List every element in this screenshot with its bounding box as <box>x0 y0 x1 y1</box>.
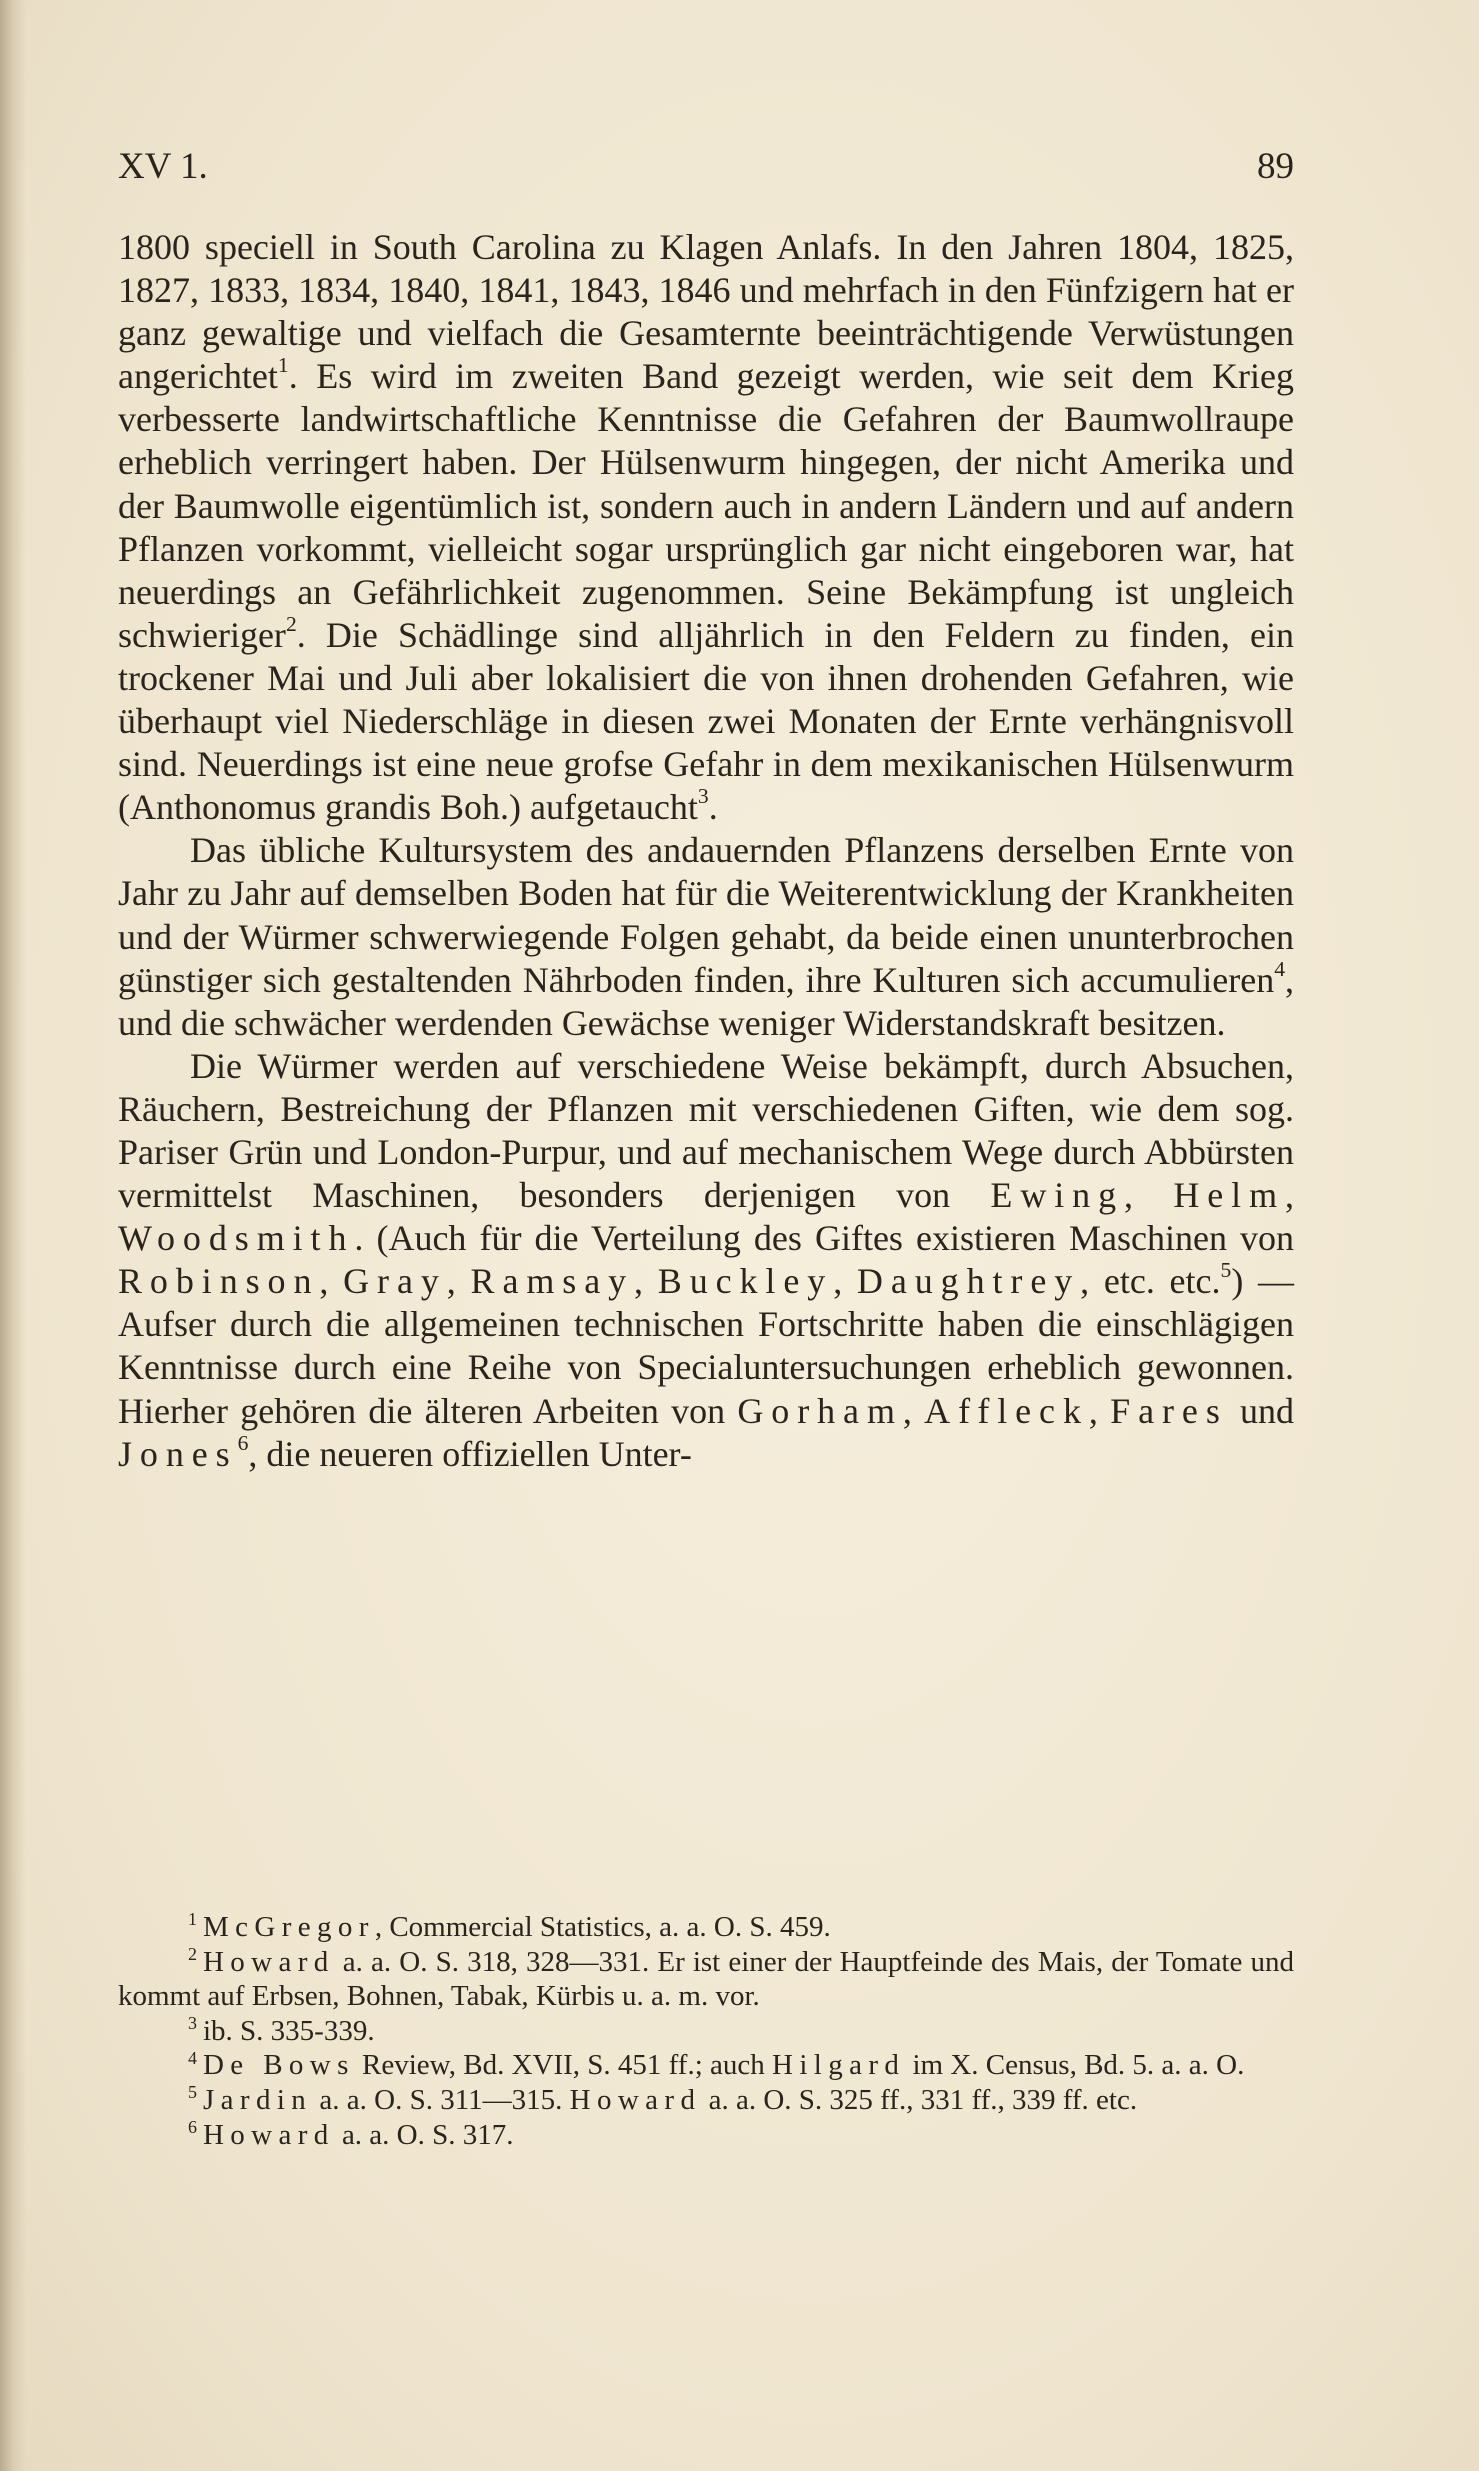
footnotes <box>118 1910 1294 2152</box>
text-run: a. a. O. S. 317. <box>334 2118 514 2151</box>
binding-shadow <box>0 0 26 2471</box>
text-run: , die neueren offiziellen Unter- <box>248 1433 692 1474</box>
text-run: , und die schwächer werdenden Gewächse weniger Widerstandskraft besitzen. <box>118 959 1294 1043</box>
text-run: Das übliche Kultursystem des andauernden Pflanzens derselben Ernte von Jahr zu Jahr auf demselben Boden hat für die Weiterentwicklung der Krankheiten und der Würmer schwerwiegende Folgen gehabt, da beide einen ununterbrochen günstiger sich gestaltenden Nährboden finden, ihre Kulturen sich accumulieren <box>118 830 1294 1000</box>
spaced-name: Helm <box>1173 1175 1285 1216</box>
running-header <box>118 142 1294 192</box>
text-run: , <box>634 1261 658 1302</box>
text-run: ib. S. 335-339. <box>202 2014 375 2047</box>
footnote-marker: 6 <box>237 1430 249 1455</box>
text-run: Review, Bd. XVII, S. 451 ff.; auch <box>354 2049 772 2082</box>
body-text <box>118 226 1294 1476</box>
paragraph <box>118 1045 1294 1476</box>
section-label: XV 1. <box>118 146 208 187</box>
footnote <box>118 1945 1294 2014</box>
footnote <box>118 2083 1294 2118</box>
spaced-name: Jardin <box>202 2083 313 2116</box>
text-run: . Die Schädlinge sind alljährlich in den Feldern zu finden, ein trockener Mai und Juli aber lokalisiert die von ihnen drohenden Gefahren, wie überhaupt viel Niederschläge in diesen zwei Monaten der Ernte verhängnisvoll sind. Neuerdings ist eine neue grofse Gefahr in dem mexikanischen Hülsenwurm (Anthonomus grandis Boh.) aufgetaucht <box>118 614 1294 828</box>
text-run: , <box>319 1261 344 1302</box>
text-run: . Es wird im zweiten Band gezeigt werden, wie seit dem Krieg verbesserte landwirtschaftliche Kenntnisse die Gefahren der Baumwollraupe erheblich verringert haben. Der Hülsenwurm hingegen, der nicht Amerika und der Baumwolle eigentümlich ist, sondern auch in andern Ländern und auf andern Pflanzen vorkommt, vielleicht sogar ursprünglich gar nicht eingeboren war, hat neuerdings an Gefährlichkeit zugenommen. Seine Bekämpfung ist ungleich schwieriger <box>118 356 1294 655</box>
text-run: , Commercial Statistics, a. a. O. S. 459. <box>374 1911 831 1943</box>
footnote-marker: 2 <box>285 611 297 636</box>
spaced-name: Hilgard <box>772 2049 906 2082</box>
footnote <box>118 1910 1294 1945</box>
text-run: a. a. O. S. 311—315. <box>312 2083 570 2116</box>
text-run: , <box>902 1390 925 1431</box>
footnote-number: 2 <box>188 1943 197 1964</box>
text-run: ) — Aufser durch die allgemeinen technischen Fortschritte haben die einschlägigen Kenntnisse durch eine Reihe von Specialuntersuchungen erheblich gewonnen. Hierher gehören die älteren Arbeiten von <box>118 1261 1295 1431</box>
text-run: , etc. etc. <box>1080 1261 1221 1302</box>
text-run: 1800 speciell in South Carolina zu Klagen Anlafs. In den Jahren 1804, 1825, 1827, 1833, 1834, 1840, 1841, 1843, 1846 und mehrfach in den Fünfzigern hat er ganz gewaltige und vielfach die Gesamternte beeinträchtigende Verwüstungen angerichtet <box>118 227 1294 397</box>
paragraph <box>118 829 1294 1044</box>
text-run: und <box>1227 1390 1295 1431</box>
spaced-name: Affleck <box>924 1390 1089 1431</box>
spaced-name: Fares <box>1110 1390 1228 1431</box>
text-run: , <box>1088 1390 1111 1431</box>
footnote-number: 1 <box>188 1909 197 1930</box>
text-run: a. a. O. S. 318, 328—331. Er ist einer der Hauptfeinde des Mais, der Tomate und kommt auf Erbsen, Bohnen, Tabak, Kürbis u. a. m. vor. <box>118 1945 1294 2013</box>
spaced-name: Buckley <box>657 1261 834 1302</box>
footnote-number: 6 <box>188 2116 197 2137</box>
text-run: . <box>708 787 718 828</box>
spaced-name: Robinson <box>118 1261 320 1302</box>
page-number: 89 <box>1257 146 1294 187</box>
spaced-name: Howard <box>569 2083 702 2116</box>
spaced-name: Woodsmith <box>118 1218 355 1259</box>
spaced-name: Gorham <box>737 1390 903 1431</box>
text-run: Die Würmer werden auf verschiedene Weise bekämpft, durch Absuchen, Räuchern, Bestreichung der Pflanzen mit verschiedenen Giften, wie dem sog. Pariser Grün und London-Purpur, und auf mechanischem Wege durch Abbürsten vermittelst Maschinen, besonders derjenigen von <box>118 1045 1294 1216</box>
spaced-name: McGregor <box>202 1911 375 1943</box>
spaced-name: Jones <box>118 1433 238 1474</box>
footnote-marker: 4 <box>1274 956 1285 981</box>
spaced-name: Howard <box>202 2118 335 2151</box>
text-run: . (Auch für die Verteilung des Giftes existieren Maschinen von <box>354 1218 1294 1259</box>
footnote-marker: 5 <box>1220 1258 1232 1283</box>
spaced-name: De Bows <box>202 2049 355 2082</box>
footnote-number: 4 <box>188 2047 197 2068</box>
spaced-name: Ewing <box>990 1175 1124 1216</box>
spaced-name: Howard <box>202 1945 335 1978</box>
text-run: a. a. O. S. 325 ff., 331 ff., 339 ff. etc. <box>701 2083 1138 2116</box>
footnote-marker: 1 <box>277 353 289 378</box>
spaced-name: Gray <box>343 1261 447 1302</box>
footnote-number: 5 <box>188 2082 197 2103</box>
footnote <box>118 2118 1294 2153</box>
text-run: , <box>1285 1175 1294 1216</box>
paragraph <box>118 226 1294 829</box>
text-run: , <box>446 1261 471 1302</box>
spaced-name: Ramsay <box>470 1261 635 1302</box>
footnote <box>118 2048 1294 2083</box>
text-run: , <box>833 1261 857 1302</box>
text-run: , <box>1124 1175 1174 1216</box>
footnote <box>118 2014 1294 2049</box>
text-run: im X. Census, Bd. 5. a. a. O. <box>905 2049 1245 2082</box>
footnote-marker: 3 <box>697 784 709 809</box>
footnote-number: 3 <box>188 2013 197 2033</box>
spaced-name: Daughtrey <box>856 1261 1081 1302</box>
